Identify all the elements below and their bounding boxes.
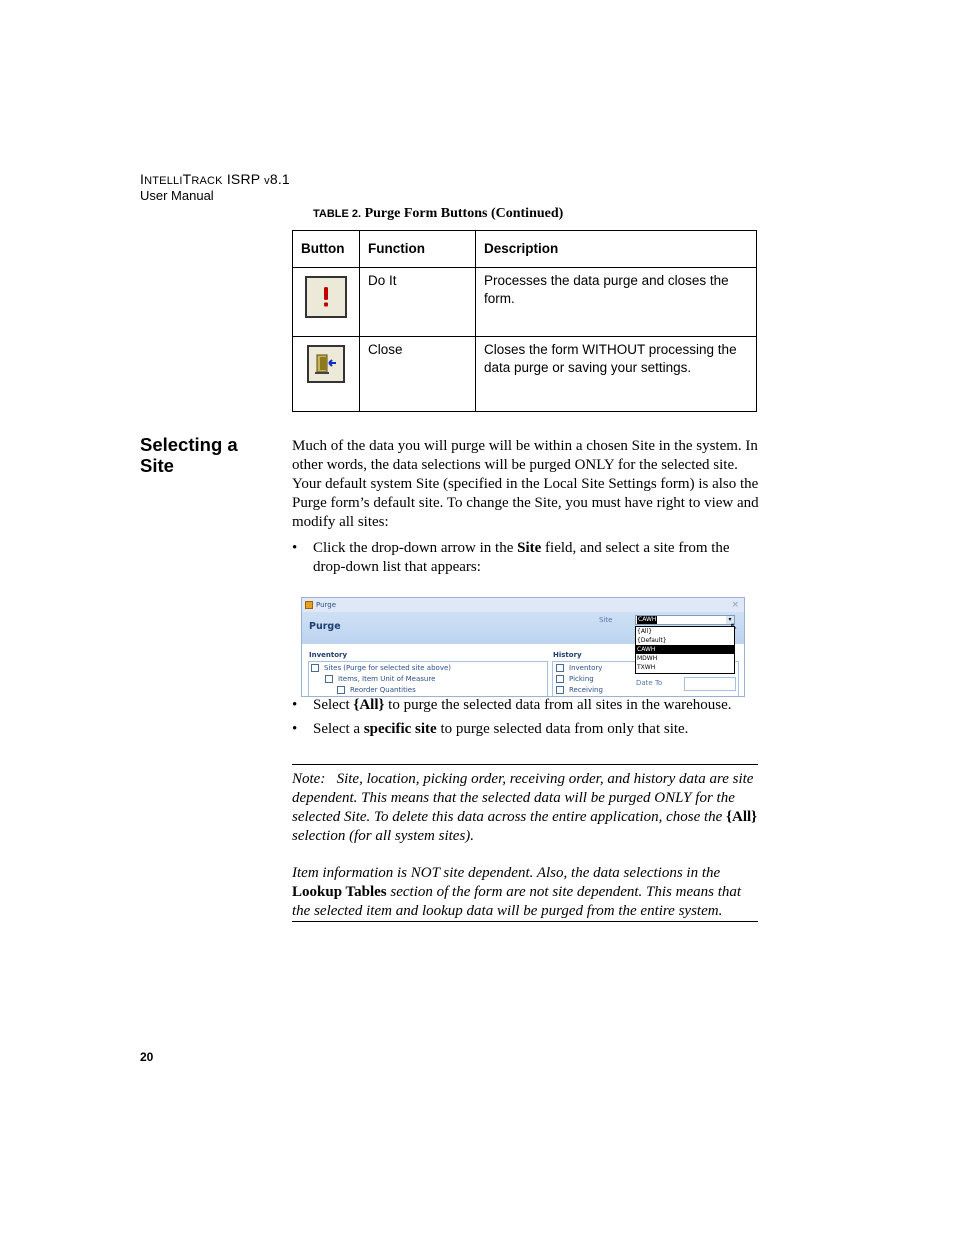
form-title: Purge <box>309 621 341 632</box>
page-number: 20 <box>140 1050 154 1064</box>
column-header-description: Description <box>476 231 757 268</box>
button-cell <box>293 268 360 337</box>
checkbox[interactable] <box>337 686 345 694</box>
checkbox[interactable] <box>556 664 564 672</box>
intro-paragraph: Much of the data you will purge will be within a chosen Site in the system. In other words, the data selections will be purged ONLY for the selected site. Your default system Site (specified in the Local Site Settings form) is also the Purge form’s default site. To change the Site, you must have right to view and modify all sites: <box>292 438 759 530</box>
window-titlebar <box>302 598 744 612</box>
note-paragraph: Item information is NOT site dependent. Also, the data selections in the Lookup Tables section of the form are not site dependent. This means that the selected item and lookup data will be purged from the entire system. <box>292 865 742 919</box>
section-heading: Selecting a Site <box>140 434 238 476</box>
exit-door-icon <box>307 345 345 383</box>
history-heading: History <box>553 651 582 659</box>
dropdown-option[interactable]: {Default} <box>637 637 667 644</box>
dropdown-option-selected[interactable]: CAWH <box>636 645 734 654</box>
date-to-label: Date To <box>636 679 663 687</box>
description-cell: Processes the data purge and closes the form. <box>476 268 757 337</box>
site-selected-value: CAWH <box>638 616 657 623</box>
mouse-cursor-icon: ↖ <box>730 622 738 632</box>
inventory-item[interactable]: Sites (Purge for selected site above) <box>311 664 451 672</box>
button-cell <box>293 337 360 412</box>
dropdown-option[interactable]: {All} <box>637 628 653 635</box>
function-cell: Close <box>360 337 476 412</box>
inventory-item[interactable]: Items, Item Unit of Measure <box>325 675 435 683</box>
date-to-input[interactable] <box>684 677 736 691</box>
column-header-function: Function <box>360 231 476 268</box>
table-row <box>293 337 757 412</box>
window-title: Purge <box>316 601 337 609</box>
checkbox[interactable] <box>556 675 564 683</box>
history-item[interactable]: Inventory <box>556 664 602 672</box>
inventory-heading: Inventory <box>309 651 348 659</box>
purge-buttons-table <box>292 230 757 412</box>
exclamation-icon <box>305 276 347 318</box>
dropdown-option[interactable]: MDWH <box>637 655 658 662</box>
table-caption: TABLE 2. Purge Form Buttons (Continued) <box>313 206 564 221</box>
site-dropdown[interactable] <box>635 615 735 625</box>
dropdown-arrow-icon[interactable]: ▾ <box>726 616 734 624</box>
checkbox[interactable] <box>311 664 319 672</box>
table-header-row <box>293 231 757 268</box>
close-icon[interactable]: × <box>731 600 739 610</box>
site-label: Site <box>599 616 613 624</box>
description-cell: Closes the form WITHOUT processing the data purge or saving your settings. <box>476 337 757 412</box>
app-icon <box>305 601 313 609</box>
running-header-title: INTELLITRACK ISRP v8.1 <box>140 171 290 187</box>
checkbox[interactable] <box>556 686 564 694</box>
table-row <box>293 268 757 337</box>
inventory-item[interactable]: Reorder Quantities <box>337 686 416 694</box>
list-item: • Click the drop-down arrow in the Site field, and select a site from the drop-down list that appears: <box>292 540 730 575</box>
history-item[interactable]: Receiving <box>556 686 603 694</box>
site-dropdown-list <box>635 626 735 674</box>
dropdown-option[interactable]: TXWH <box>637 664 656 671</box>
function-cell: Do It <box>360 268 476 337</box>
note-box <box>292 764 758 922</box>
purge-form-screenshot <box>301 597 745 697</box>
note-paragraph: Note: Site, location, picking order, receiving order, and history data are site dependent. This means that the selected data will be purged ONLY for the selected Site. To delete this data across the entire application, chose the {All} selection (for all system sites). <box>292 771 758 844</box>
checkbox[interactable] <box>325 675 333 683</box>
running-header-subtitle: User Manual <box>140 188 214 203</box>
history-item[interactable]: Picking <box>556 675 594 683</box>
list-item: • Select a specific site to purge selected data from only that site. <box>292 721 689 737</box>
list-item: • Select {All} to purge the selected data from all sites in the warehouse. <box>292 697 732 713</box>
column-header-button: Button <box>293 231 360 268</box>
